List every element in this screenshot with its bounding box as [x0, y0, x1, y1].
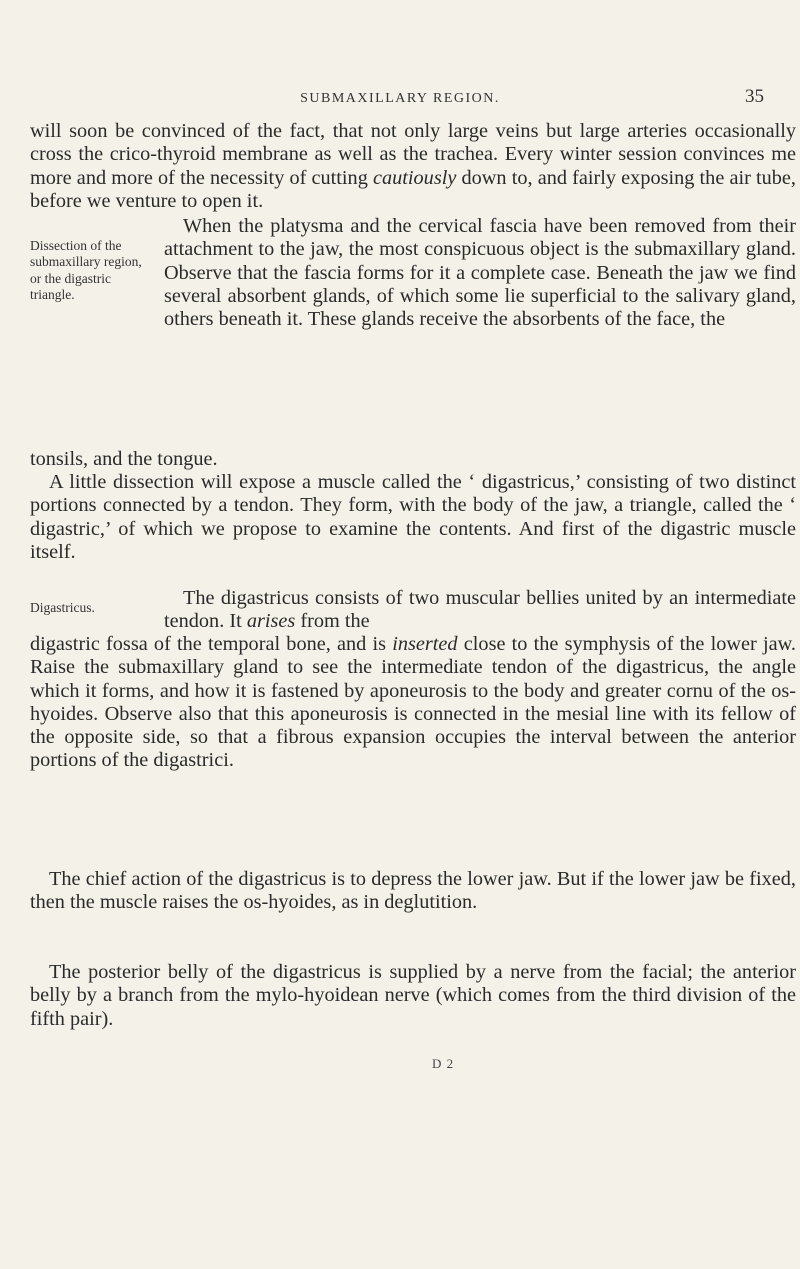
page-number: 35 — [745, 86, 764, 107]
paragraph-digastricus-body — [30, 633, 796, 773]
emphasis-arises: arises — [246, 610, 296, 633]
paragraph-action — [30, 868, 796, 915]
paragraph-digastricus-start — [164, 587, 796, 634]
paragraph-digastricus-intro — [30, 471, 796, 564]
paragraph-2-text: When the platysma and the cervical fascia have been removed from their attachment to the jaw, the most conspicuous object is the submaxillary gland. Observe that the fascia forms for it a complete case. Beneath the jaw we find several absorbent glands, of which some lie superficial to the salivary gland, others beneath it. These glands receive the absorbents of the face, the — [164, 215, 796, 331]
margin-note-dissection: Dissection of the submaxillary region, or the digastric triangle. — [30, 238, 142, 302]
running-title: SUBMAXILLARY REGION. — [300, 91, 500, 106]
margin-note-digastricus: Digastricus. — [30, 600, 95, 615]
signature-mark: D 2 — [432, 1056, 455, 1071]
paragraph-6-text: The posterior belly of the digastricus is supplied by a nerve from the facial; the anterior belly by a branch from the mylo-hyoidean nerve (which comes from the third division of the fifth pair). — [30, 961, 796, 1030]
paragraph-4-start: The digastricus consists of two muscular bellies united by an intermediate tendon. It — [164, 587, 796, 633]
emphasis-inserted: inserted — [392, 633, 458, 655]
paragraph-1-end: down to, and fairly exposing the air tube, before we venture to open it. — [30, 166, 796, 212]
paragraph-4-from: from the — [300, 610, 370, 633]
paragraph-2-last-line: tonsils, and the tongue. — [30, 448, 218, 470]
emphasis-cautiously: cautiously — [372, 166, 457, 189]
paragraph-continuation — [30, 120, 796, 213]
paragraph-5-text: The chief action of the digastricus is to depress the lower jaw. But if the lower jaw be fixed, then the muscle raises the os-hyoides, as in deglutition. — [30, 868, 796, 914]
paragraph-nerve-supply — [30, 961, 796, 1031]
paragraph-2-tail — [30, 448, 796, 471]
paragraph-3-text: A little dissection will expose a muscle called the ‘ digastricus,’ consisting of two distinct portions connected by a tendon. They form, with the body of the jaw, a triangle, called the ‘ digastric,’ of which we propose to examine the contents. And first of the digastric muscle itself. — [30, 471, 796, 563]
paragraph-4-rest: close to the symphysis of the lower jaw. Raise the submaxillary gland to see the intermediate tendon of the digastricus, the angle which it forms, and how it is fastened by aponeurosis to the body and greater cornu of the os-hyoides. Observe also that this aponeurosis is connected in the mesial line with its fellow of the opposite side, so that a fibrous expansion occupies the interval between the anterior portions of the digastrici. — [30, 633, 796, 772]
paragraph-1-text: will soon be convinced of the fact, that not only large veins but large arteries occasionally cross the crico-thyroid membrane as well as the trachea. Every winter session convinces me more and more of the necessity of cutting — [30, 120, 796, 189]
paragraph-submaxillary-gland — [164, 215, 796, 331]
paragraph-4-fossa: digastric fossa of the temporal bone, and is — [30, 633, 387, 655]
